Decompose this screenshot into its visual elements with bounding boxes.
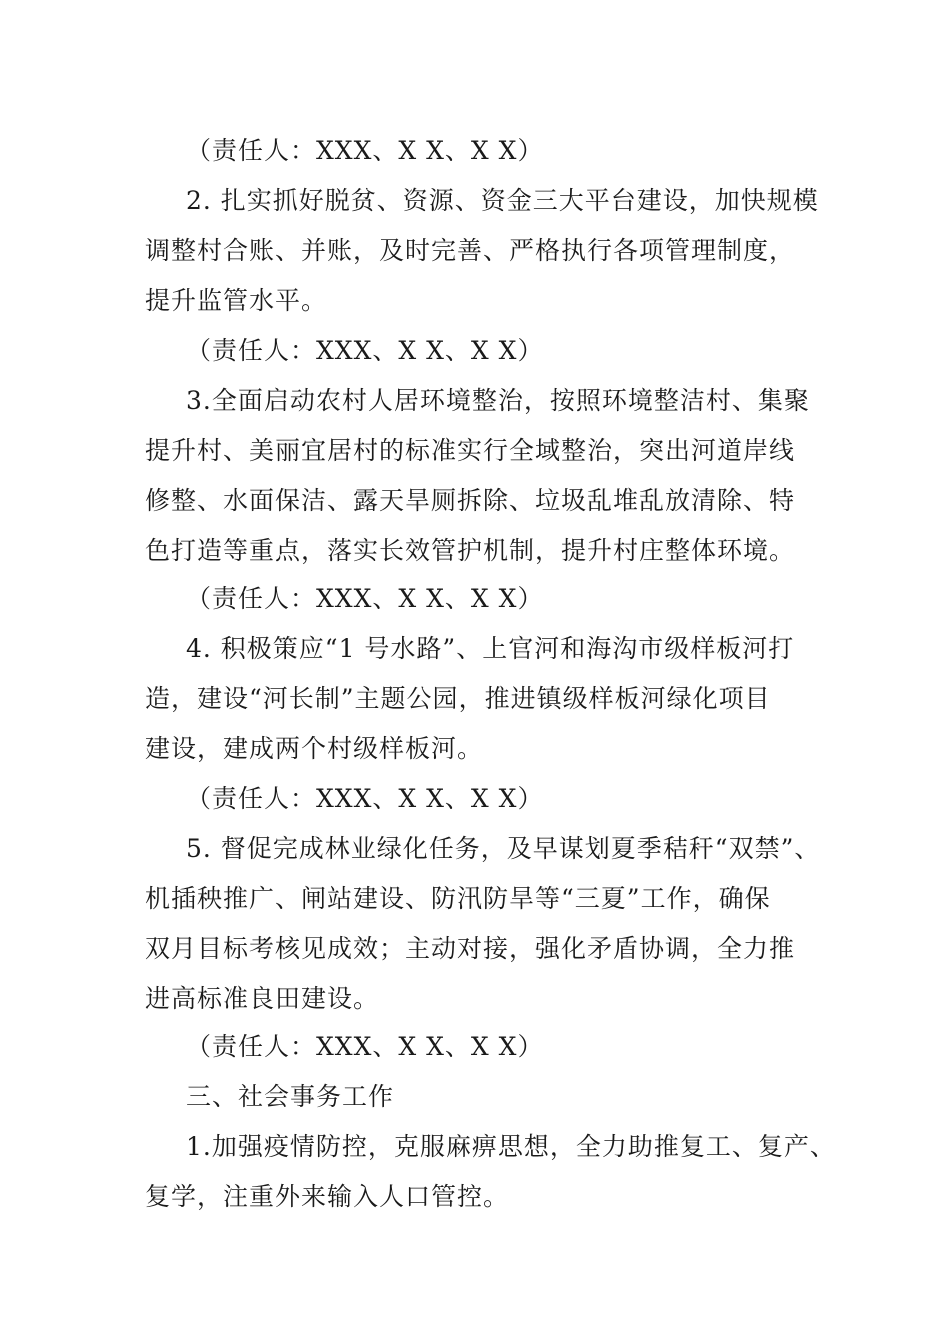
paragraph-line: 双月目标考核见成效；主动对接，强化矛盾协调，全力推 (145, 934, 796, 963)
paragraph-line: 提升村、美丽宜居村的标准实行全域整治，突出河道岸线 (145, 436, 796, 465)
section-heading: 三、社会事务工作 (186, 1082, 395, 1111)
paragraph-line: 机插秧推广、闸站建设、防汛防旱等“三夏”工作，确保 (145, 884, 771, 913)
paragraph-line: 3.全面启动农村人居环境整治，按照环境整洁村、集聚 (186, 386, 810, 415)
paragraph-line: 2. 扎实抓好脱贫、资源、资金三大平台建设，加快规模 (186, 186, 819, 215)
responsible-line: （责任人：XXX、X X、X X） (186, 584, 544, 613)
paragraph-line: 调整村合账、并账，及时完善、严格执行各项管理制度， (145, 236, 796, 265)
responsible-line: （责任人：XXX、X X、X X） (186, 136, 544, 165)
paragraph-line: 5. 督促完成林业绿化任务，及早谋划夏季秸秆“双禁”、 (186, 834, 821, 863)
paragraph-line: 1.加强疫情防控，克服麻痹思想，全力助推复工、复产、 (186, 1132, 836, 1161)
responsible-line: （责任人：XXX、X X、X X） (186, 336, 544, 365)
paragraph-line: 色打造等重点，落实长效管护机制，提升村庄整体环境。 (145, 536, 796, 565)
responsible-line: （责任人：XXX、X X、X X） (186, 1032, 544, 1061)
paragraph-line: 提升监管水平。 (145, 286, 328, 315)
paragraph-line: 进高标准良田建设。 (145, 984, 380, 1013)
responsible-line: （责任人：XXX、X X、X X） (186, 784, 544, 813)
paragraph-line: 4. 积极策应“1 号水路”、上官河和海沟市级样板河打 (186, 634, 795, 663)
paragraph-line: 建设，建成两个村级样板河。 (145, 734, 484, 763)
paragraph-line: 修整、水面保洁、露天旱厕拆除、垃圾乱堆乱放清除、特 (145, 486, 796, 515)
paragraph-line: 复学，注重外来输入人口管控。 (145, 1182, 510, 1211)
paragraph-line: 造，建设“河长制”主题公园，推进镇级样板河绿化项目 (145, 684, 771, 713)
